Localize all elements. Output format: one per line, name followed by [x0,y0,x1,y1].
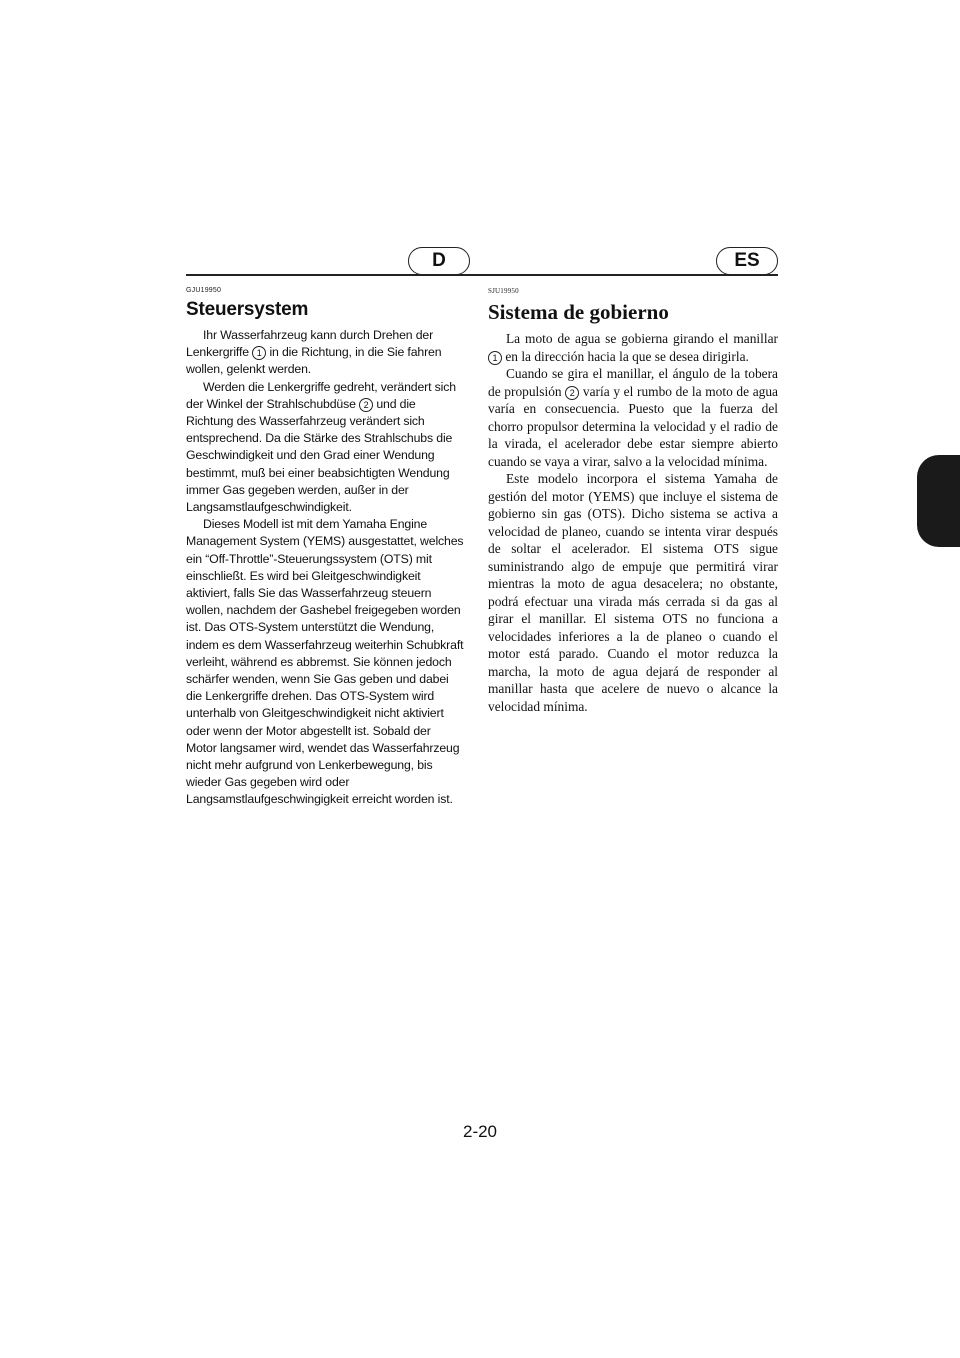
spanish-paragraph-1: La moto de agua se gobierna girando el manillar 1 en la dirección hacia la que se desea dirigirla. [488,330,778,365]
german-column [186,287,464,809]
german-section-code: GJU19950 [186,287,222,294]
german-paragraph-1: Ihr Wasserfahrzeug kann durch Drehen der Lenkergriffe 1 in die Richtung, in die Sie fahren wollen, gelenkt werden. [186,328,442,377]
language-badge-german: D [408,247,470,275]
callout-2-icon: 2 [565,386,579,400]
section-tab-marker [917,455,960,547]
spanish-section-code: SJU19950 [488,287,519,295]
callout-1-icon: 1 [252,346,266,360]
callout-2-icon: 2 [359,398,373,412]
spanish-column [488,287,778,715]
header-divider [186,274,778,276]
spanish-section-title: Sistema de gobierno [488,300,669,324]
german-paragraph-3: Dieses Modell ist mit dem Yamaha Engine Management System (YEMS) ausgestattet, welches ein “Off-Throttle”-Steuerungssystem (OTS) mit einschließt. Es wird bei Gleitgeschwindigkeit aktiviert, falls Sie das Wasserfahrzeug steuern wollen, nachdem der Gashebel freigegeben worden ist. Das OTS-System unterstützt die Wendung, indem es dem Wasserfahrzeug weiterhin Schubkraft verleiht, während es abbremst. Sie können jedoch schärfer wenden, wenn Sie Gas geben und dabei die Lenkergriffe drehen. Das OTS-System wird unterhalb von Gleitgeschwindigkeit nicht aktiviert oder wenn der Motor abgestellt ist. Sobald der Motor langsamer wird, wendet das Wasserfahrzeug nicht mehr aufgrund von Lenkerbewegung, bis wieder Gas gegeben wird oder Langsamstlaufgeschwingigkeit erreicht worden ist. [186,517,464,807]
spanish-paragraph-3: Este modelo incorpora el sistema Yamaha de gestión del motor (YEMS) que incluye el sistema de gobierno sin gas (OTS). Dicho sistema se activa a velocidad de planeo, cuando se intenta virar después de soltar el acelerador. El sistema OTS sigue suministrando algo de empuje que permitirá virar mientras la moto de agua desacelera; no obstante, podrá efectuar una virada más cerrada si da gas al girar el manillar. El sistema OTS no funciona a velocidades inferiores a la de planeo o cuando el motor está parado. Cuando el motor reduzca la marcha, la moto de agua dejará de responder al manillar hasta que acelere de nuevo o alcance la velocidad mínima. [488,471,778,714]
german-section-title: Steuersystem [186,299,309,320]
callout-1-icon: 1 [488,351,502,365]
language-badge-spanish: ES [716,247,778,275]
german-paragraph-2: Werden die Lenkergriffe gedreht, verändert sich der Winkel der Strahlschubdüse 2 und die Richtung des Wasserfahrzeug verändert sich entsprechend. Da die Stärke des Strahlschubs die Geschwindigkeit und den Grad einer Wendung bestimmt, muß bei einer beabsichtigten Wendung immer Gas gegeben werden, außer in der Langsamstlaufgeschwindigkeit. [186,379,456,515]
spanish-paragraph-2: Cuando se gira el manillar, el ángulo de la tobera de propulsión 2 varía y el rumbo de la moto de agua varía en consecuencia. Puesto que la fuerza del chorro propulsor determina la velocidad y el radio de la virada, el acelerador debe estar siempre abierto cuando se vaya a virar, salvo a la velocidad mínima. [488,366,778,469]
page-number: 2-20 [462,1122,498,1141]
